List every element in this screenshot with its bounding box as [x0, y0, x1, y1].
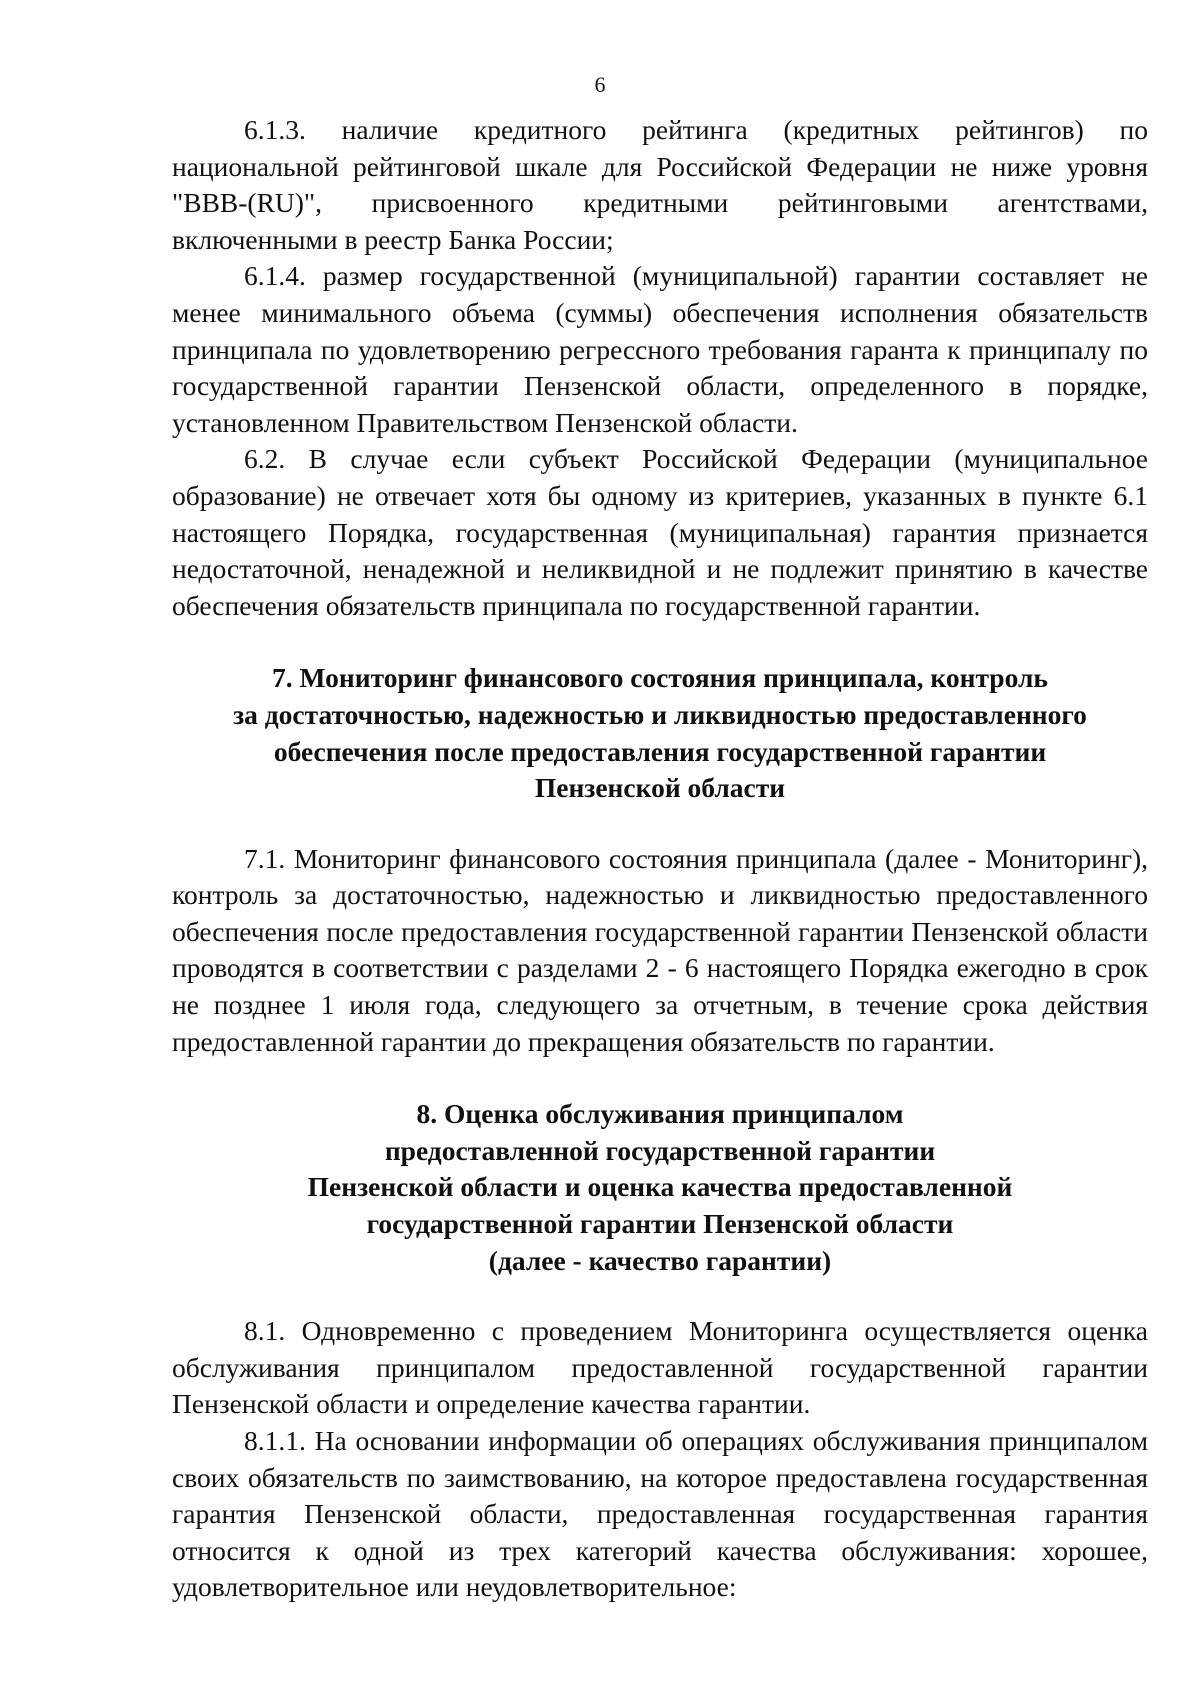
heading-line: государственной гарантии Пензенской области: [366, 1208, 954, 1240]
heading-line: предоставленной государственной гарантии: [384, 1134, 936, 1166]
document-body: [172, 112, 1148, 1606]
section-7-heading: [172, 660, 1148, 806]
heading-line: (далее - качество гарантии): [488, 1244, 832, 1276]
heading-line: 7. Мониторинг финансового состояния принципала, контроль: [272, 662, 1048, 694]
page-number: 6: [594, 72, 606, 97]
heading-line: Пензенской области и оценка качества предоставленной: [307, 1171, 1013, 1203]
paragraph-6-1-4: 6.1.4. размер государственной (муниципальной) гарантии составляет не менее минимального объема (суммы) обеспечения исполнения обязательств принципала по удовлетворению регрессного требования гаранта к принципалу по государственной гарантии Пензенской области, определенного в порядке, установленном Правительством Пензенской области.: [172, 260, 1148, 438]
paragraph-8-1: 8.1. Одновременно с проведением Мониторинга осуществляется оценка обслуживания принципалом предоставленной государственной гарантии Пензенской области и определение качества гарантии.: [172, 1315, 1148, 1420]
heading-line: 8. Оценка обслуживания принципалом: [416, 1098, 904, 1130]
paragraph-6-2: 6.2. В случае если субъект Российской Федерации (муниципальное образование) не отвечает хотя бы одному из критериев, указанных в пункте 6.1 настоящего Порядка, государственная (муниципальная) гарантия признается недостаточной, ненадежной и неликвидной и не подлежит принятию в качестве обеспечения обязательств принципала по государственной гарантии.: [172, 443, 1148, 621]
paragraph-6-1-3: 6.1.3. наличие кредитного рейтинга (кредитных рейтингов) по национальной рейтинговой шкале для Российской Федерации не ниже уровня "BBB-(RU)", присвоенного кредитными рейтинговыми агентствами, включенными в реестр Банка России;: [172, 114, 1148, 255]
heading-line: обеспечения после предоставления государственной гарантии: [273, 735, 1047, 767]
section-8-heading: [172, 1096, 1148, 1279]
heading-line: за достаточностью, надежностью и ликвидностью предоставленного: [233, 698, 1087, 730]
paragraph-8-1-1: 8.1.1. На основании информации об операциях обслуживания принципалом своих обязательств по заимствованию, на которое предоставлена государственная гарантия Пензенской области, предоставленная государственная гарантия относится к одной из трех категорий качества обслуживания: хорошее, удовлетворительное или неудовлетворительное:: [172, 1425, 1148, 1603]
paragraph-7-1: 7.1. Мониторинг финансового состояния принципала (далее - Мониторинг), контроль за достаточностью, надежностью и ликвидностью предоставленного обеспечения после предоставления государственной гарантии Пензенской области проводятся в соответствии с разделами 2 - 6 настоящего Порядка ежегодно в срок не позднее 1 июля года, следующего за отчетным, в течение срока действия предоставленной гарантии до прекращения обязательств по гарантии.: [172, 842, 1148, 1057]
heading-line: Пензенской области: [534, 772, 786, 804]
